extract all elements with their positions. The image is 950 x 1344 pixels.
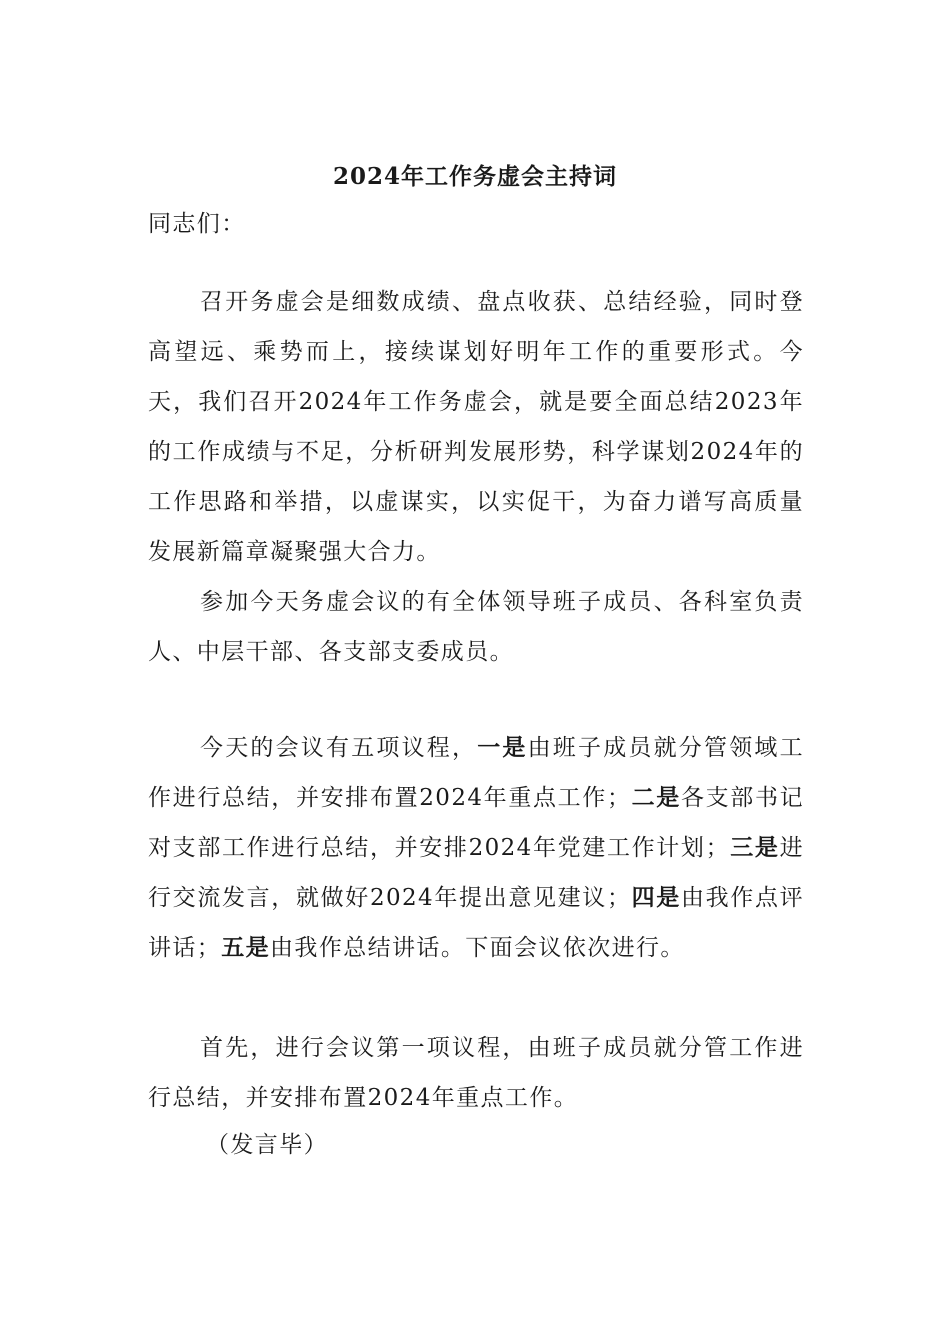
- paragraph-opening: 召开务虚会是细数成绩、盘点收获、总结经验，同时登高望远、乘势而上，接续谋划好明年工作的重要形式。今天，我们召开2024年工作务虚会，就是要全面总结2023年的工作成绩与不足，分析研判发展形势，科学谋划2024年的工作思路和举措，以虚谋实，以实促干，为奋力谱写高质量发展新篇章凝聚强大合力。: [148, 289, 804, 565]
- agenda-item-5-label: 五是: [221, 934, 271, 961]
- agenda-item-5-text: 由我作总结讲话。下面会议依次进行。: [270, 935, 685, 961]
- agenda-item-4-label: 四是: [631, 884, 681, 911]
- document-title: 2024年工作务虚会主持词: [332, 163, 617, 190]
- agenda-intro: 今天的会议有五项议程，: [200, 735, 478, 761]
- agenda-item-4-text: 由我作点评讲话；: [148, 885, 805, 961]
- paragraph-agenda: [148, 723, 804, 973]
- salutation: 同志们：: [148, 211, 246, 237]
- agenda-item-2-text: 各支部书记对支部工作进行总结，并安排2024年党建工作计划；: [148, 785, 805, 861]
- paragraph-first-agenda: 首先，进行会议第一项议程，由班子成员就分管工作进行总结，并安排布置2024年重点工作。: [148, 1035, 804, 1111]
- agenda-item-1-label: 一是: [477, 734, 528, 761]
- agenda-item-3-text: 进行交流发言，就做好2024年提出意见建议；: [148, 835, 804, 911]
- paragraph-attendees: 参加今天务虚会议的有全体领导班子成员、各科室负责人、中层干部、各支部支委成员。: [148, 589, 804, 665]
- agenda-item-3-label: 三是: [730, 834, 780, 861]
- agenda-item-1-text: 由班子成员就分管领域工作进行总结，并安排布置2024年重点工作；: [148, 735, 804, 811]
- closing-note: （发言毕）: [206, 1132, 328, 1158]
- agenda-item-2-label: 二是: [631, 784, 681, 811]
